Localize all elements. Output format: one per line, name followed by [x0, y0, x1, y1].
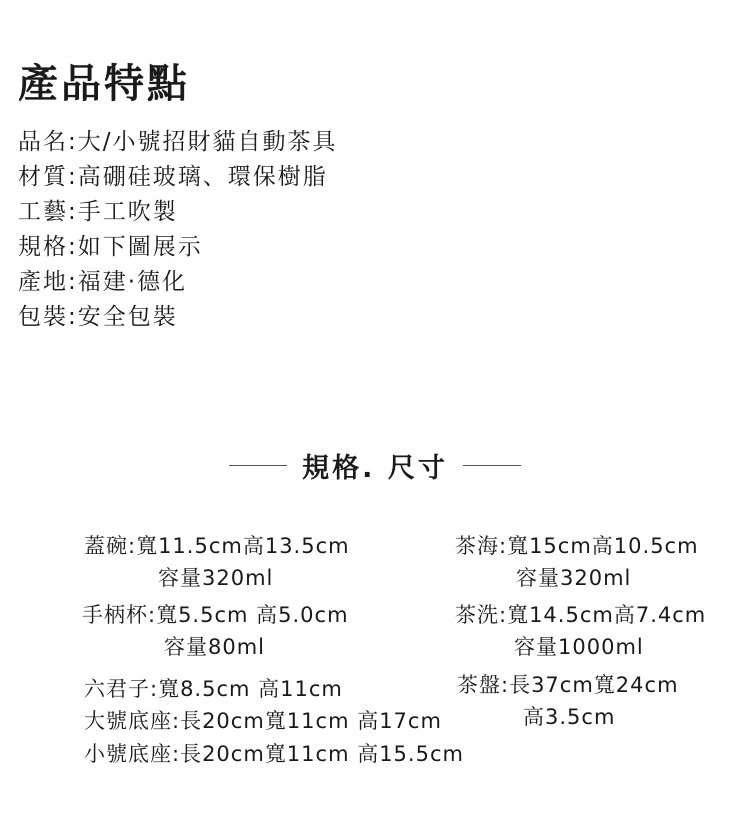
size-pitcher: 茶海:寬15cm高10.5cm	[455, 534, 699, 558]
spec-origin: 產地:福建·德化	[18, 269, 188, 295]
size-tea-tray: 茶盤:長37cm寬24cm	[457, 673, 679, 697]
size-pitcher-capacity: 容量320ml	[516, 566, 632, 590]
size-tea-tools: 六君子:寬8.5cm 高11cm	[84, 677, 343, 701]
size-tea-washer: 茶洗:寬14.5cm高7.4cm	[455, 603, 707, 627]
size-gaiwan-capacity: 容量320ml	[158, 566, 274, 590]
size-section-header	[0, 446, 750, 485]
size-handle-cup: 手柄杯:寬5.5cm 高5.0cm	[82, 603, 349, 627]
spec-list	[18, 125, 338, 335]
section-heading: 規格. 尺寸	[302, 453, 448, 484]
spec-material: 材質:高硼硅玻璃、環保樹脂	[18, 164, 328, 190]
divider-left	[229, 465, 287, 466]
spec-craft: 工藝:手工吹製	[18, 199, 178, 225]
size-tea-washer-capacity: 容量1000ml	[514, 635, 644, 659]
divider-right	[463, 465, 521, 466]
size-handle-cup-capacity: 容量80ml	[164, 635, 266, 659]
spec-product-name: 品名:大/小號招財貓自動茶具	[18, 129, 338, 155]
size-tea-tray-height: 高3.5cm	[523, 705, 616, 729]
size-small-base: 小號底座:長20cm寬11cm 高15.5cm	[84, 742, 464, 766]
size-large-base: 大號底座:長20cm寬11cm 高17cm	[84, 709, 442, 733]
page-title: 產品特點	[18, 61, 190, 107]
size-gaiwan: 蓋碗:寬11.5cm高13.5cm	[84, 534, 350, 558]
spec-packaging: 包裝:安全包裝	[18, 304, 178, 330]
spec-specification: 規格:如下圖展示	[18, 234, 203, 260]
